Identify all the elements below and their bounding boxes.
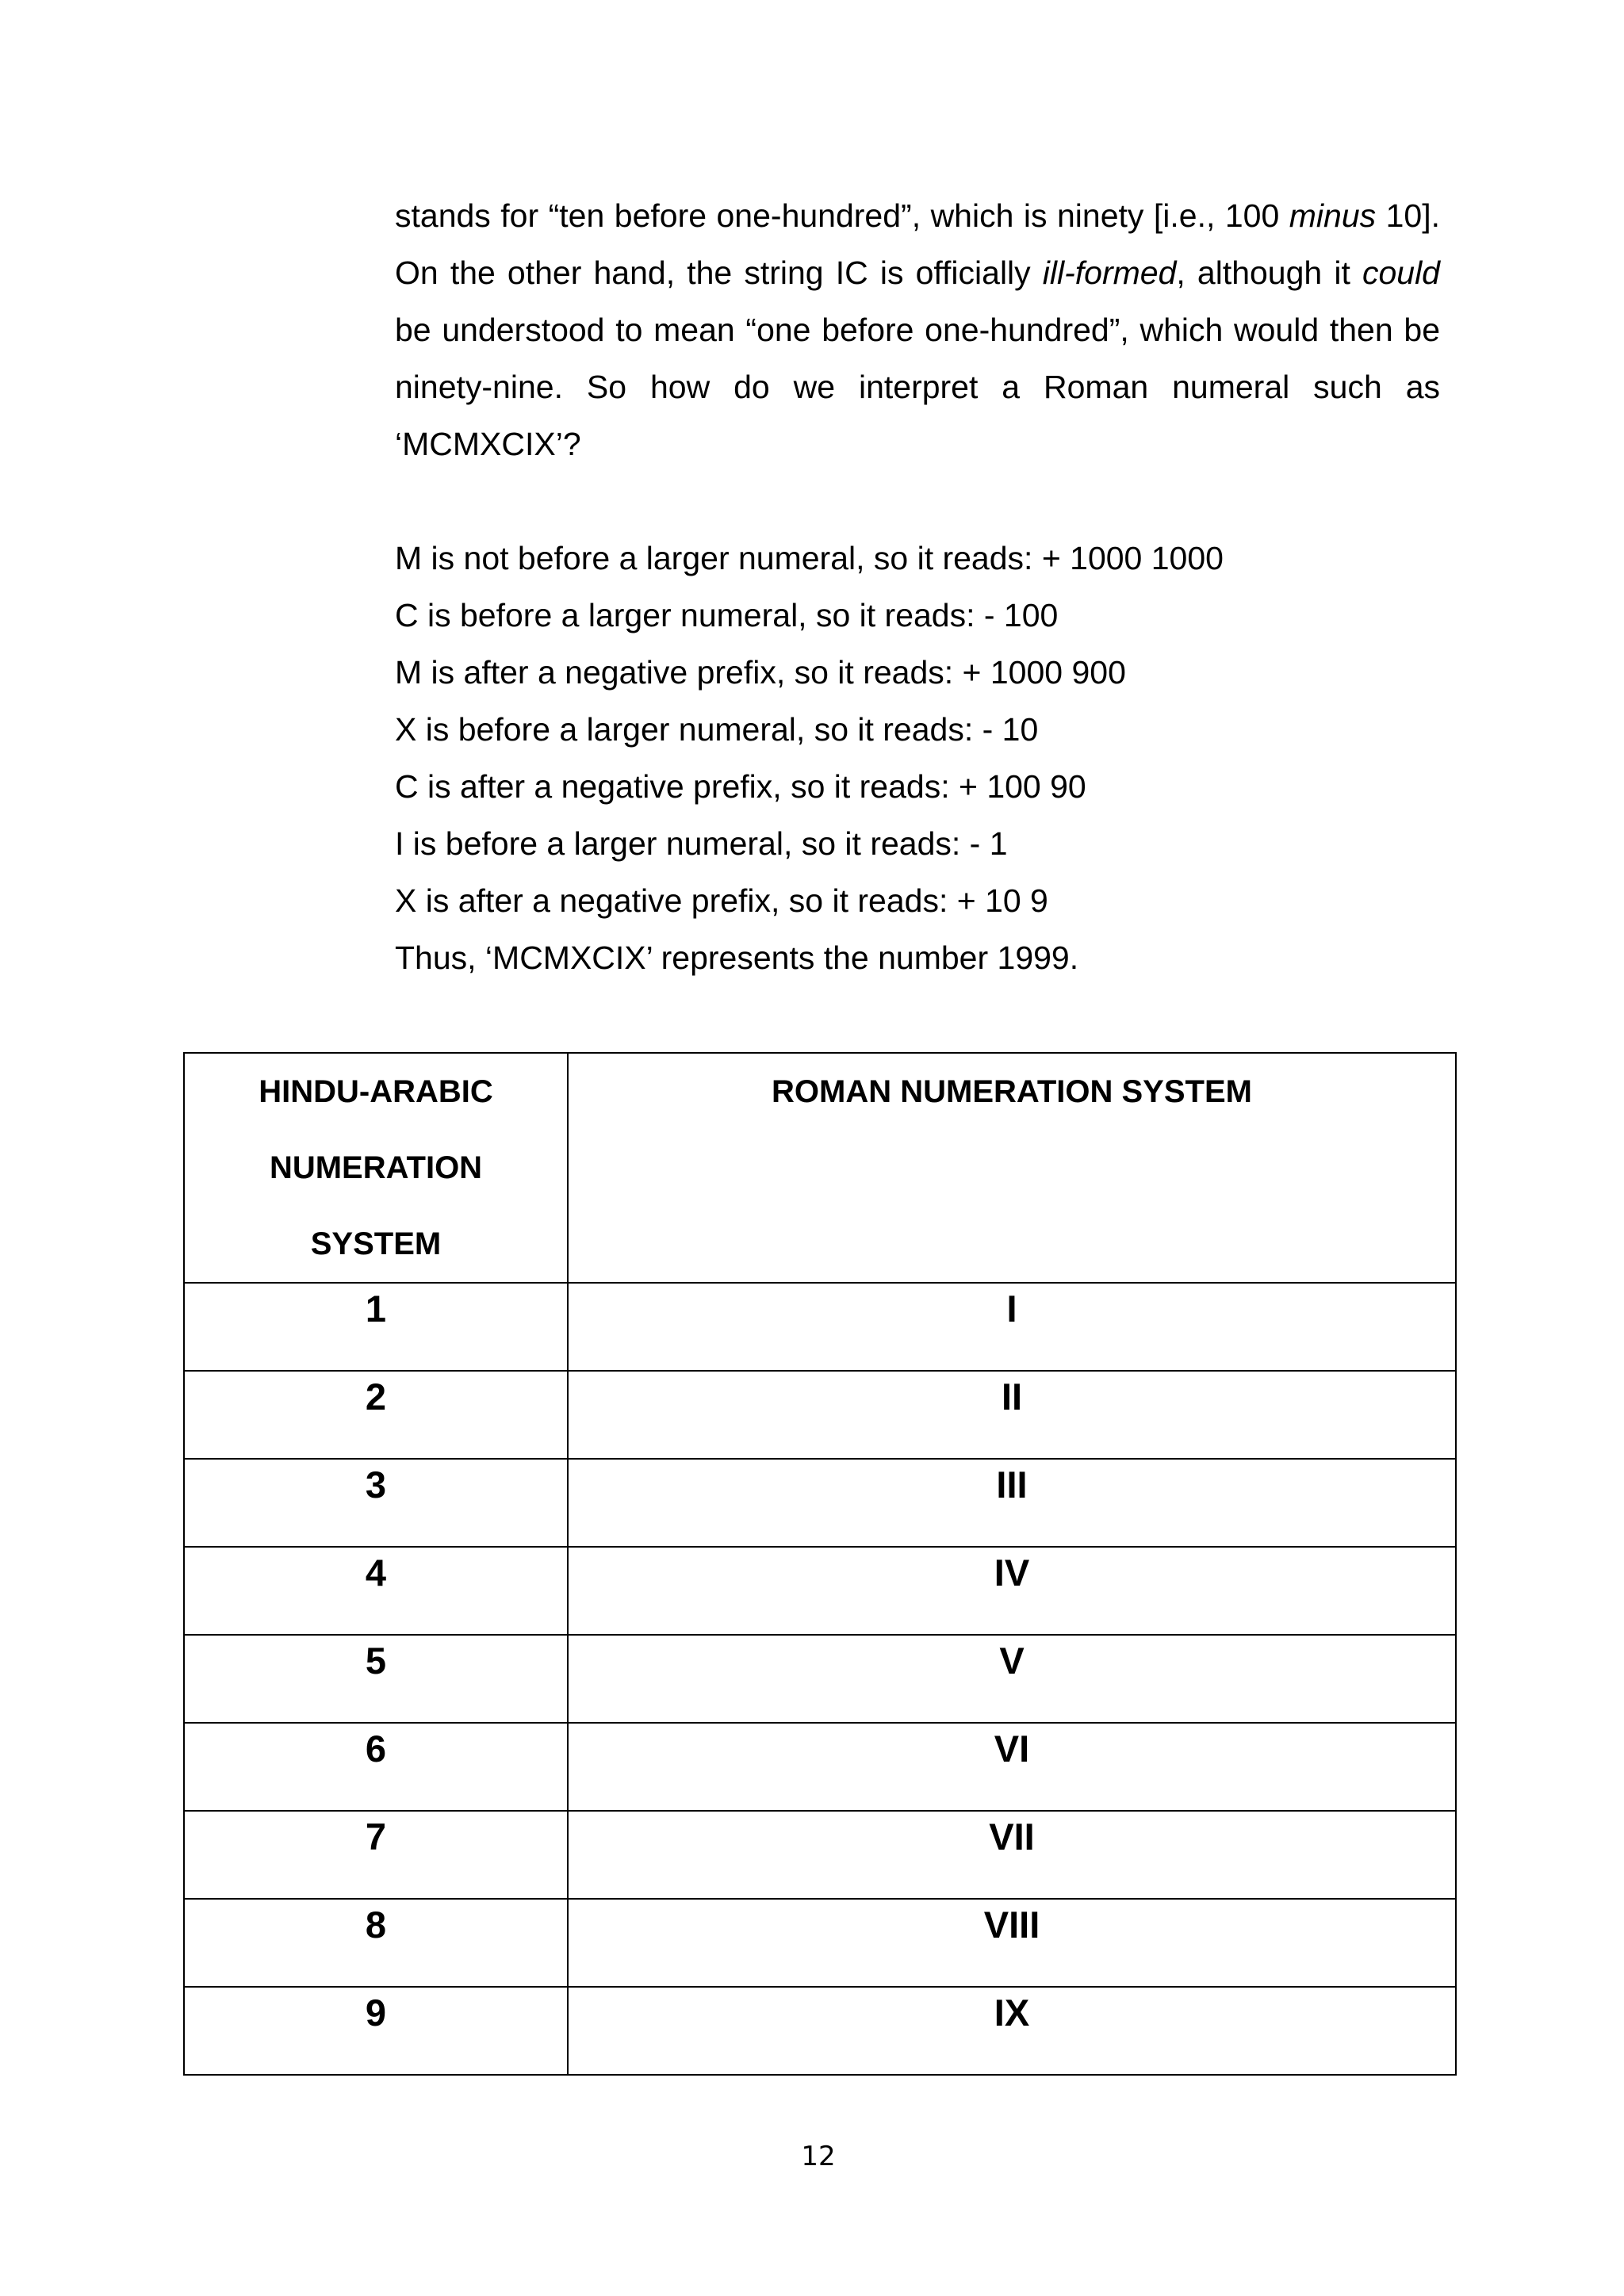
step-line: I is before a larger numeral, so it reads: - 1 xyxy=(395,825,1008,862)
roman-value-cell: II xyxy=(568,1371,1456,1459)
table-row xyxy=(184,1547,1456,1635)
table-row xyxy=(184,1899,1456,1987)
header-hindu-line: SYSTEM xyxy=(310,1226,442,1261)
paragraph-text-3: , although it xyxy=(1176,254,1362,291)
step-line: C is before a larger numeral, so it reads: - 100 xyxy=(395,597,1059,633)
paragraph-italic-minus: minus xyxy=(1289,197,1377,234)
roman-value-cell: VII xyxy=(568,1811,1456,1899)
paragraph-text-4: be understood to mean “one before one-hundred”, which would then be ninety-nine. So how do we interpret a Roman numeral such as ‘MCMXCIX’? xyxy=(395,312,1440,462)
table-row xyxy=(184,1635,1456,1723)
intro-paragraph xyxy=(395,187,1440,473)
header-hindu-arabic xyxy=(184,1053,568,1283)
roman-value-cell: III xyxy=(568,1459,1456,1547)
hindu-value-cell: 8 xyxy=(184,1899,568,1987)
table-header-row xyxy=(184,1053,1456,1283)
table-row xyxy=(184,1283,1456,1371)
body-text xyxy=(395,187,1440,473)
roman-value-cell: I xyxy=(568,1283,1456,1371)
header-roman xyxy=(568,1053,1456,1283)
hindu-value-cell: 6 xyxy=(184,1723,568,1811)
page-number: 12 xyxy=(801,2141,836,2172)
hindu-value-cell: 2 xyxy=(184,1371,568,1459)
interpretation-steps xyxy=(395,530,1440,986)
numeration-table xyxy=(183,1052,1457,2076)
step-line: X is after a negative prefix, so it reads: + 10 9 xyxy=(395,882,1048,919)
conclusion-line: Thus, ‘MCMXCIX’ represents the number 1999. xyxy=(395,939,1079,976)
table-row xyxy=(184,1371,1456,1459)
table-row xyxy=(184,1987,1456,2075)
step-line: M is not before a larger numeral, so it reads: + 1000 1000 xyxy=(395,540,1224,576)
roman-value-cell: VI xyxy=(568,1723,1456,1811)
hindu-value-cell: 3 xyxy=(184,1459,568,1547)
header-hindu-line: NUMERATION xyxy=(269,1150,483,1185)
hindu-value-cell: 5 xyxy=(184,1635,568,1723)
table-row xyxy=(184,1459,1456,1547)
paragraph-text-1: stands for “ten before one-hundred”, which is ninety [i.e., 100 xyxy=(395,197,1289,234)
header-hindu-line: HINDU-ARABIC xyxy=(259,1074,493,1109)
paragraph-text-2: 10]. On the other hand, the string IC is officially xyxy=(395,197,1441,291)
paragraph-italic-ill-formed: ill-formed xyxy=(1042,254,1177,291)
hindu-value-cell: 9 xyxy=(184,1987,568,2075)
roman-value-cell: IV xyxy=(568,1547,1456,1635)
roman-value-cell: VIII xyxy=(568,1899,1456,1987)
step-line: X is before a larger numeral, so it reads: - 10 xyxy=(395,711,1039,748)
paragraph-italic-could: could xyxy=(1362,254,1440,291)
roman-value-cell: IX xyxy=(568,1987,1456,2075)
table-row xyxy=(184,1811,1456,1899)
table-row xyxy=(184,1723,1456,1811)
hindu-value-cell: 4 xyxy=(184,1547,568,1635)
roman-value-cell: V xyxy=(568,1635,1456,1723)
hindu-value-cell: 1 xyxy=(184,1283,568,1371)
step-line: M is after a negative prefix, so it reads: + 1000 900 xyxy=(395,654,1126,691)
step-line: C is after a negative prefix, so it reads: + 100 90 xyxy=(395,768,1086,805)
hindu-value-cell: 7 xyxy=(184,1811,568,1899)
header-roman-label: ROMAN NUMERATION SYSTEM xyxy=(772,1074,1252,1109)
